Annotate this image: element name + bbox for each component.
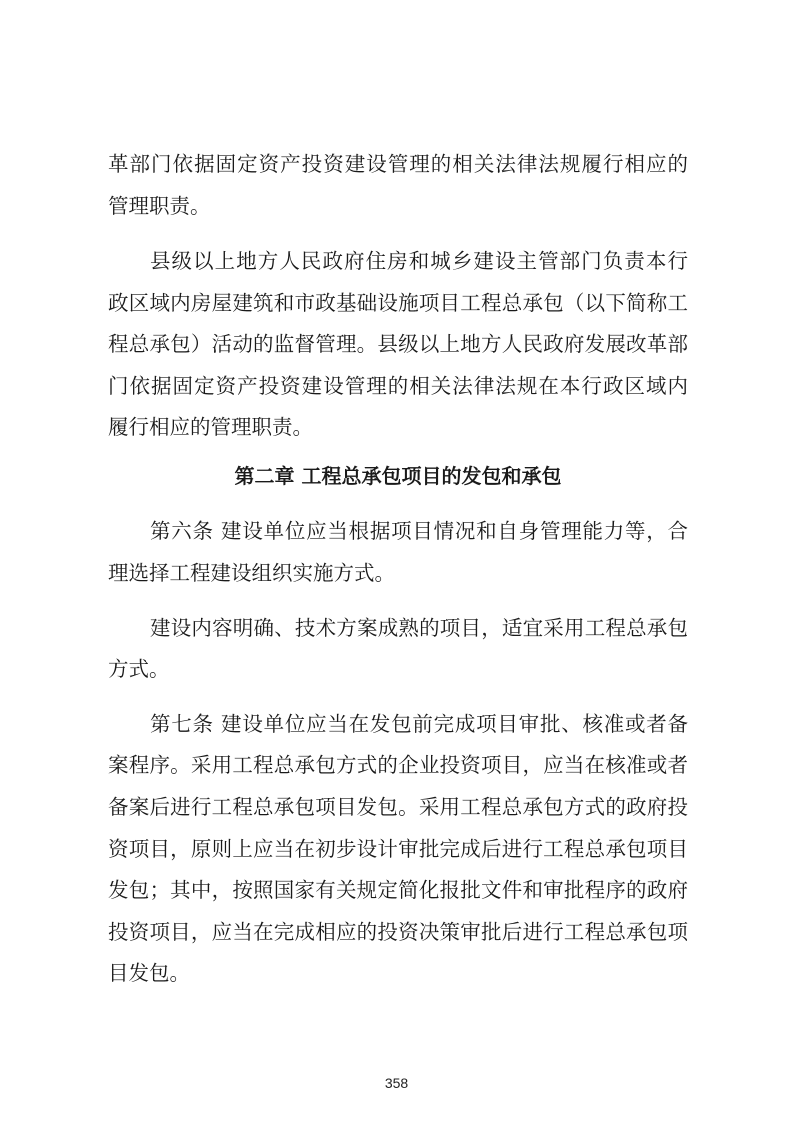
paragraph-line: 政区域内房屋建筑和市政基础设施项目工程总承包（以下简称工 (108, 291, 688, 315)
paragraph-line: 发包；其中，按照国家有关规定简化报批文件和审批程序的政府 (108, 878, 688, 902)
paragraph-line: 管理职责。 (108, 194, 211, 218)
paragraph-line: 革部门依据固定资产投资建设管理的相关法律法规履行相应的 (108, 152, 688, 176)
paragraph-line: 程总承包）活动的监督管理。县级以上地方人民政府发展改革部 (108, 332, 688, 356)
paragraph-line: 建设内容明确、技术方案成熟的项目，适宜采用工程总承包 (150, 616, 688, 640)
paragraph-line: 案程序。采用工程总承包方式的企业投资项目，应当在核准或者 (108, 753, 688, 777)
paragraph-line: 门依据固定资产投资建设管理的相关法律法规在本行政区域内 (108, 374, 688, 398)
paragraph-line: 履行相应的管理职责。 (108, 415, 313, 439)
paragraph-line: 第七条 建设单位应当在发包前完成项目审批、核准或者备 (150, 712, 688, 736)
paragraph-line: 县级以上地方人民政府住房和城乡建设主管部门负责本行 (150, 249, 688, 273)
paragraph-line: 理选择工程建设组织实施方式。 (108, 561, 395, 585)
paragraph-line: 方式。 (108, 657, 170, 681)
paragraph-line: 资项目，原则上应当在初步设计审批完成后进行工程总承包项目 (108, 837, 688, 861)
page-number: 358 (384, 1075, 409, 1091)
paragraph-line: 目发包。 (108, 961, 190, 985)
paragraph-line: 投资项目，应当在完成相应的投资决策审批后进行工程总承包项 (108, 920, 688, 944)
chapter-heading: 第二章 工程总承包项目的发包和承包 (234, 464, 562, 488)
paragraph-line: 备案后进行工程总承包项目发包。采用工程总承包方式的政府投 (108, 795, 688, 819)
paragraph-line: 第六条 建设单位应当根据项目情况和自身管理能力等，合 (150, 519, 688, 543)
